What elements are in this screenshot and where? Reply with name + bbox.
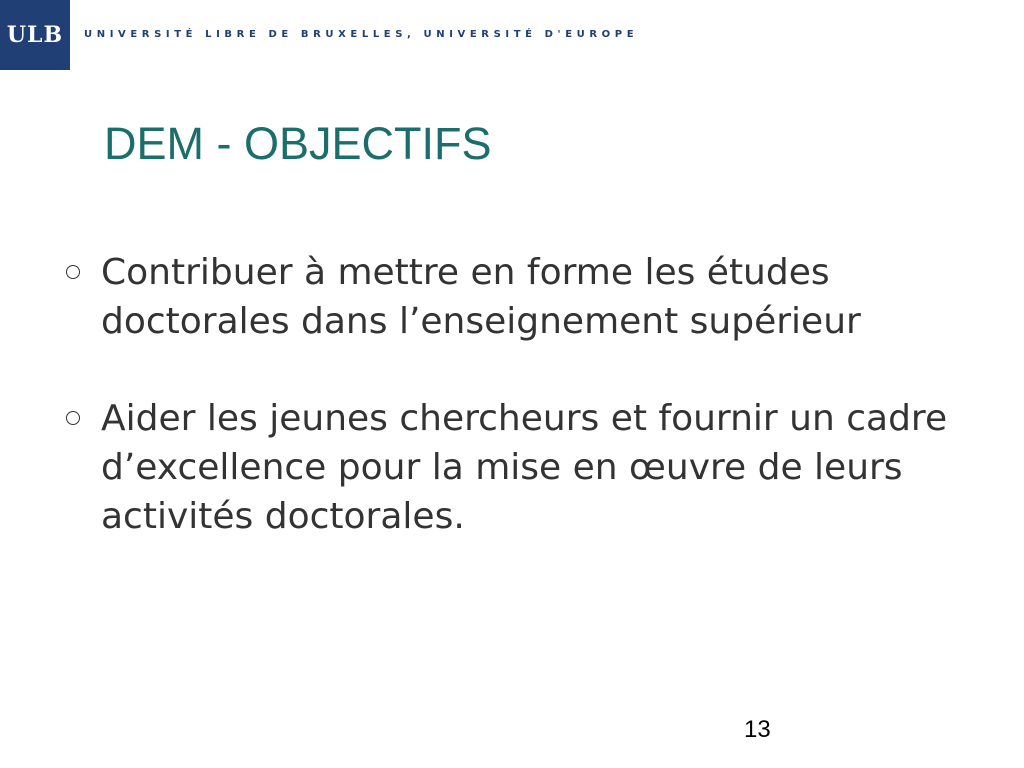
logo-text: ULB: [6, 22, 64, 48]
slide-title: DEM - OBJECTIFS: [104, 118, 492, 169]
bullet-text: Aider les jeunes chercheurs et fournir un cadre d’excellence pour la mise en œuvre de leurs activités doctorales.: [101, 398, 948, 537]
bullet-text: Contribuer à mettre en forme les études doctorales dans l’enseignement supérieur: [101, 252, 861, 342]
university-tagline: UNIVERSITÉ LIBRE DE BRUXELLES, UNIVERSITÉ D'EUROPE: [84, 29, 639, 40]
circle-bullet-icon: [66, 411, 80, 425]
ulb-logo: [0, 0, 70, 70]
bullet-item: [60, 394, 980, 541]
page-number: 13: [744, 716, 771, 743]
circle-bullet-icon: [66, 265, 80, 279]
bullet-list: [60, 248, 980, 589]
bullet-item: [60, 248, 980, 346]
